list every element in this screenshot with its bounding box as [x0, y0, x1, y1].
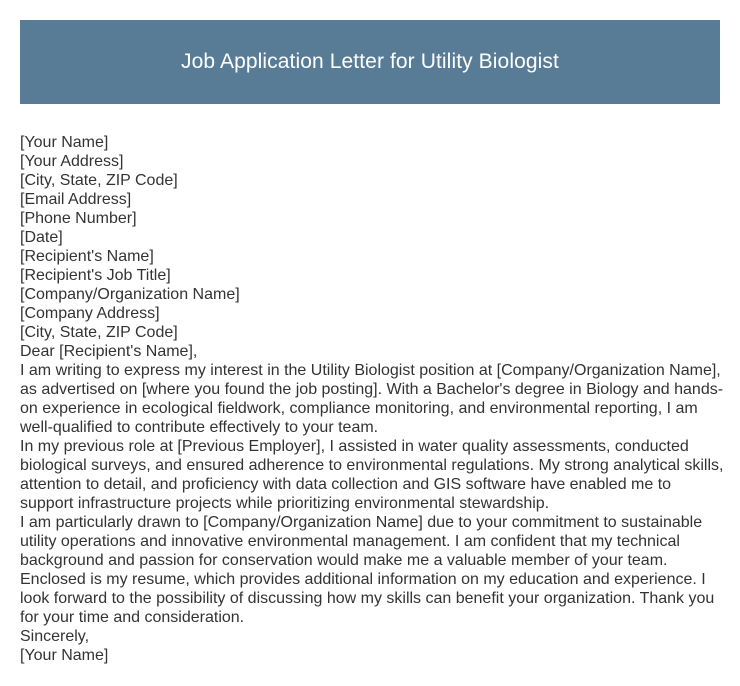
- signature: [Your Name]: [20, 647, 109, 664]
- sender-email: [Email Address]: [20, 191, 132, 208]
- sender-city-state-zip: [City, State, ZIP Code]: [20, 172, 178, 189]
- body-paragraph: Enclosed is my resume, which provides additional information on my education and experience. I look forward to the possibility of discussing how my skills can benefit your organization. Thank you for your time and consideration.: [20, 571, 715, 626]
- body-paragraph: I am particularly drawn to [Company/Organization Name] due to your commitment to sustainable utility operations and innovative environmental management. I am confident that my technical background and passion for conservation would make me a valuable member of your team.: [20, 514, 703, 569]
- sender-name: [Your Name]: [20, 134, 109, 151]
- body-paragraph: In my previous role at [Previous Employer], I assisted in water quality assessments, conducted biological surveys, and ensured adherence to environmental regulations. My strong analytical skills, attention to detail, and proficiency with data collection and GIS software have enabled me to support infrastructure projects while prioritizing environmental stewardship.: [20, 438, 724, 512]
- salutation: Dear [Recipient's Name],: [20, 343, 198, 360]
- recipient-address: [Company Address]: [20, 305, 160, 322]
- letter-body: [20, 133, 724, 665]
- closing: Sincerely,: [20, 628, 90, 645]
- letter-date: [Date]: [20, 229, 63, 246]
- title-banner: [20, 20, 720, 104]
- recipient-name: [Recipient's Name]: [20, 248, 154, 265]
- recipient-city-state-zip: [City, State, ZIP Code]: [20, 324, 178, 341]
- recipient-job-title: [Recipient's Job Title]: [20, 267, 171, 284]
- page-title: Job Application Letter for Utility Biologist: [181, 50, 559, 73]
- recipient-organization: [Company/Organization Name]: [20, 286, 240, 303]
- sender-phone: [Phone Number]: [20, 210, 137, 227]
- body-paragraph: I am writing to express my interest in the Utility Biologist position at [Company/Organization Name], as advertised on [where you found the job posting]. With a Bachelor's degree in Biology and hands-on experience in ecological fieldwork, compliance monitoring, and environmental reporting, I am well-qualified to contribute effectively to your team.: [20, 362, 724, 436]
- sender-address: [Your Address]: [20, 153, 124, 170]
